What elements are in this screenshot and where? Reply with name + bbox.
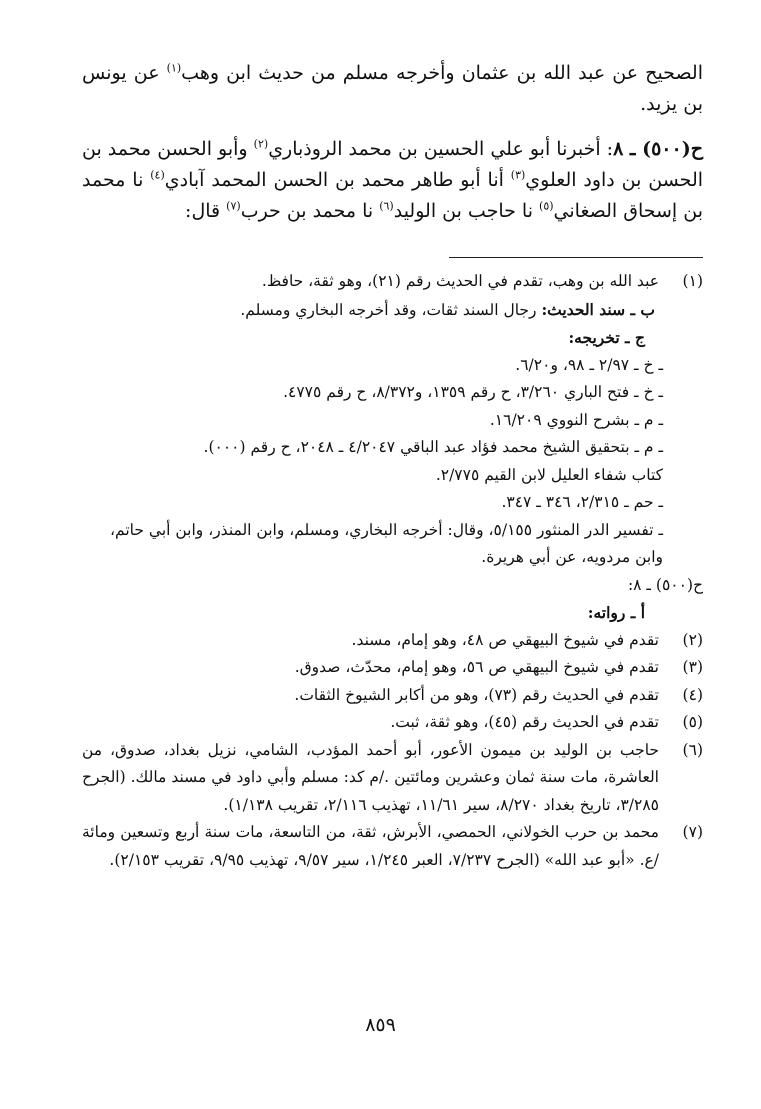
footnote-text: تقدم في الحديث رقم (٤٥)، وهو ثقة، ثبت. [390,713,659,731]
main-text [82,58,703,227]
source-line: ـ تفسير الدر المنثور ٥/١٥٥، وقال: أخرجه البخاري، ومسلم، وابن المنذر، وابن أبي حاتم، وابن مردويه، عن أبي هريرة. [110,520,663,566]
footnote-6 [82,737,703,820]
footnote-number: (٤) [682,685,703,704]
sanad-line [82,296,703,325]
ruwat-label: أ ـ رواته: [587,603,645,622]
footnote-ref-7[interactable]: (٧) [226,199,241,213]
footnote-ref-5[interactable]: (٥) [539,199,554,213]
text-run: أنا أبو طاهر محمد بن الحسن المحمد آبادي [164,169,511,191]
hadith-number: ح(٥٠٠) ـ ٨ [613,138,703,160]
footnote-1 [82,268,703,296]
footnote-ref-2[interactable]: (٢) [253,137,269,151]
footnote-number: (١) [682,272,703,290]
footnote-5 [82,709,703,737]
footnote-2 [82,627,703,655]
footnote-7 [82,819,703,874]
takhrij-label: ج ـ تخريجه: [568,328,645,347]
text-run: : أخبرنا أبو علي الحسين بن محمد الروذباري [268,138,614,160]
footnote-3 [82,654,703,682]
footnote-ref-6[interactable]: (٦) [379,199,394,213]
footnote-number: (٢) [682,630,703,649]
footnote-number: (٥) [682,713,703,731]
footnote-text: محمد بن حرب الخولاني، الحمصي، الأبرش، ثقة، من التاسعة، مات سنة أربع وتسعين ومائة /ع. «أبو عبد الله» (الجرح ٧/٢٣٧، العبر ١/٢٤٥، سير ٩/٥٧، تهذيب ٩/٩٥، تقريب ٢/١٥٣). [82,823,659,869]
source-line: ـ م ـ بتحقيق الشيخ محمد فؤاد عبد الباقي ٤/٢٠٤٧ ـ ٢٠٤٨، ح رقم (٠٠٠). [203,438,663,456]
text-run: وأبو الحسن محمد بن الحسن بن داود العلوي [82,138,704,191]
footnote-ref-4[interactable]: (٤) [150,168,165,182]
source-line: كتاب شفاء العليل لابن القيم ٢/٧٧٥. [435,465,663,484]
source-line: ـ حم ـ ٢/٣١٥، ٣٤٦ ـ ٣٤٧. [501,493,663,511]
text-run: نا محمد بن حرب [240,200,380,222]
footnote-ref-3[interactable]: (٣) [510,168,526,182]
text-run: قال: [185,200,227,222]
footnote-text: عبد الله بن وهب، تقدم في الحديث رقم (٢١)، وهو ثقة، حافظ. [261,272,659,290]
footnote-text: حاجب بن الوليد بن ميمون الأعور، أبو أحمد المؤدب، الشامي، نزيل بغداد، صدوق، من العاشرة، مات سنة ثمان وعشرين ومائتين ./م كد: مسلم وأبي داود في مسند مالك. (الجرح ٣/٢٨٥، تاريخ بغداد ٨/٢٧٠، سير ١١/٦١، تهذيب ٢/١١٦، تقريب ١/١٣٨). [82,740,659,814]
page-number: ٨٥٩ [365,1014,396,1036]
footnotes [82,268,703,874]
footnote-number: (٧) [682,823,703,841]
footnote-ref-1[interactable]: (١) [166,61,182,75]
footnote-text: تقدم في شيوخ البيهقي ص ٥٦، وهو إمام، محدّث، صدوق. [294,658,659,676]
hadith-reference: ح(٥٠٠) ـ ٨: [627,575,703,594]
text-run: نا محمد بن إسحاق الصغاني [82,169,703,222]
footnote-separator [449,257,703,258]
sanad-text: رجال السند ثقات، وقد أخرجه البخاري ومسلم. [240,300,542,319]
sanad-label: ب ـ سند الحديث: [541,299,655,319]
footnote-text: تقدم في شيوخ البيهقي ص ٤٨، وهو إمام، مسند. [351,630,659,649]
source-line: ـ خ ـ فتح الباري ٣/٢٦٠، ح رقم ١٣٥٩، و٨/٣٧٢، ح رقم ٤٧٧٥. [283,383,663,401]
footnote-number: (٣) [682,658,703,676]
text-run: عن يونس بن يزيد. [82,62,703,115]
footnote-4 [82,682,703,710]
text-run: نا حاجب بن الوليد [393,200,540,222]
source-line: ـ خ ـ ٢/٩٧ ـ ٩٨، و٦/٢٠. [515,355,663,374]
main-paragraph-1 [82,58,703,120]
footnote-number: (٦) [682,740,703,759]
source-line: ـ م ـ بشرح النووي ١٦/٢٠٩. [489,410,663,429]
footnote-text: تقدم في الحديث رقم (٧٣)، وهو من أكابر الشيوخ الثقات. [294,685,659,704]
text-run: الصحيح عن عبد الله بن عثمان وأخرجه مسلم من حديث ابن وهب [181,62,703,84]
main-paragraph-2 [82,134,703,227]
